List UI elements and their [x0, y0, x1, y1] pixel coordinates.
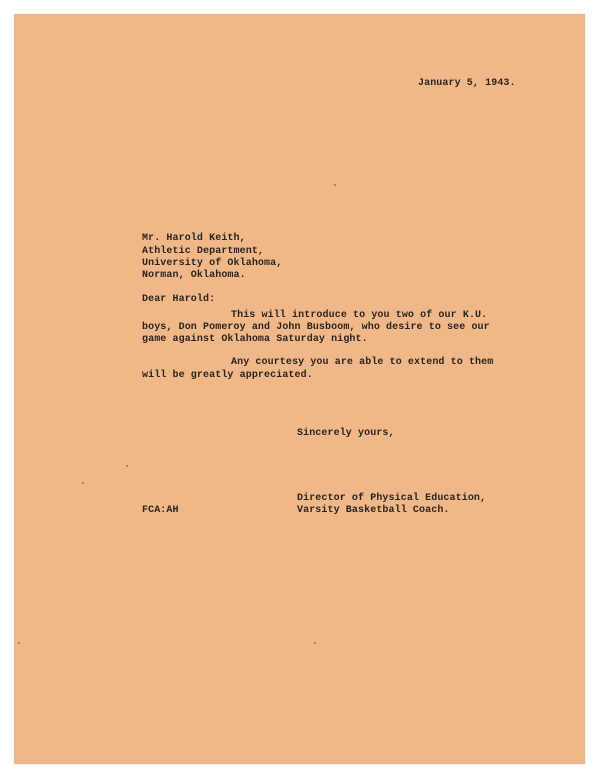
signature-title-line: Varsity Basketball Coach.	[297, 505, 450, 516]
recipient-department: Athletic Department,	[142, 246, 265, 257]
body-line: This will introduce to you two of our K.U.	[231, 310, 488, 321]
salutation: Dear Harold:	[142, 294, 216, 305]
recipient-name: Mr. Harold Keith,	[142, 233, 246, 244]
signature-title-line: Director of Physical Education,	[297, 493, 487, 504]
paper-speck	[82, 482, 84, 484]
body-line: will be greatly appreciated.	[142, 370, 313, 381]
body-line: Any courtesy you are able to extend to them	[231, 357, 494, 368]
recipient-city: Norman, Oklahoma.	[142, 270, 246, 281]
paper-speck	[126, 465, 128, 467]
body-line: game against Oklahoma Saturday night.	[142, 334, 368, 345]
letter-page	[14, 14, 585, 764]
paper-speck	[334, 184, 336, 186]
body-line: boys, Don Pomeroy and John Busboom, who desire to see our	[142, 322, 490, 333]
paper-speck	[314, 642, 316, 644]
typist-initials: FCA:AH	[142, 505, 179, 516]
recipient-institution: University of Oklahoma,	[142, 258, 283, 269]
closing: Sincerely yours,	[297, 428, 395, 439]
letter-date: January 5, 1943.	[418, 78, 516, 89]
paper-speck	[18, 642, 20, 644]
